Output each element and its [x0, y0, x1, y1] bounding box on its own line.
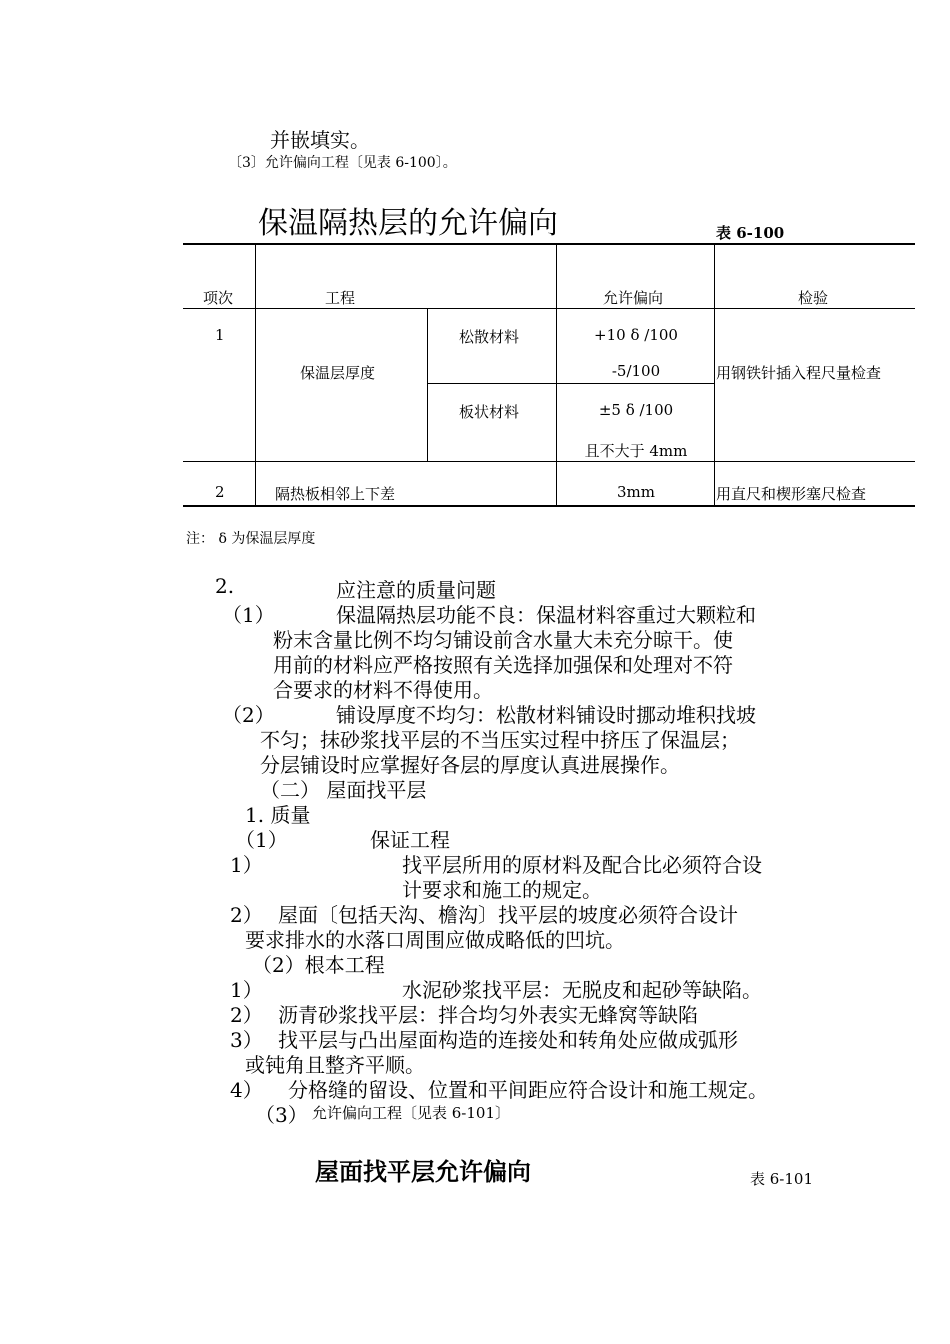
table1-header-no: 项次: [203, 289, 234, 307]
table1-row1-no: 1: [215, 326, 225, 344]
table1-row1-sub2-dev-a: ±5 δ /100: [598, 401, 674, 419]
table1-row2-no: 2: [215, 483, 225, 501]
section2-p2-line1: 铺设厚度不均匀：松散材料铺设时挪动堆积找坡: [336, 703, 756, 727]
intro-line-2: 〔3〕允许偏向工程〔见表 6-100〕。: [228, 155, 457, 171]
b1-text: 水泥砂浆找平层：无脱皮和起砂等缺陷。: [402, 978, 762, 1002]
table1-row2-item: 隔热板相邻上下差: [275, 485, 396, 503]
table1-title: 保温隔热层的允许偏向: [258, 206, 558, 241]
table1-row1-sub2: 板状材料: [459, 403, 520, 421]
g2-line1: 屋面〔包括天沟、檐沟〕找平层的坡度必须符合设计: [278, 903, 738, 927]
section2-p2-line2: 不匀；抹砂浆找平层的不当压实过程中挤压了保温层；: [260, 728, 740, 752]
table2-title: 屋面找平层允许偏向: [315, 1157, 531, 1186]
section2-p1-line2: 粉末含量比例不均匀铺设前含水量大未充分晾干。使: [273, 628, 733, 652]
table1-row1-item: 保温层厚度: [300, 364, 376, 382]
b3-number: 3）: [230, 1028, 263, 1052]
section2-title: 应注意的质量问题: [336, 578, 496, 602]
table1-row2-dev: 3mm: [617, 483, 655, 501]
guarantee-number: （1）: [235, 828, 288, 852]
g1-number: 1）: [230, 853, 263, 877]
g1-line2: 计要求和施工的规定。: [402, 878, 602, 902]
table2-number: 表 6-101: [750, 1170, 814, 1188]
b4-number: 4）: [230, 1078, 263, 1102]
table1-row1-check: 用钢铁针插入程尺量检查: [716, 364, 882, 382]
table1-row1-sub2-dev-b: 且不大于 4mm: [584, 442, 688, 460]
intro-line-1: 并嵌填实。: [270, 128, 370, 152]
g2-line2: 要求排水的水落口周围应做成略低的凹坑。: [245, 928, 625, 952]
basic-title: （2）根本工程: [252, 953, 385, 977]
table1-header-item: 工程: [325, 289, 356, 307]
g2-number: 2）: [230, 903, 263, 927]
table1-row1-sub1: 松散材料: [459, 328, 520, 346]
table1-row1-sub1-dev-b: -5/100: [611, 362, 661, 380]
table1-header-deviation: 允许偏向: [603, 289, 664, 307]
g1-line1: 找平层所用的原材料及配合比必须符合设: [402, 853, 762, 877]
deviation-text: 允许偏向工程〔见表 6-101〕: [312, 1104, 511, 1122]
table1-note: 注： δ 为保温层厚度: [186, 531, 316, 547]
section2-p1-line4: 合要求的材料不得使用。: [273, 678, 493, 702]
b4-text: 分格缝的留设、位置和平间距应符合设计和施工规定。: [288, 1078, 768, 1102]
section2-p1-number: （1）: [222, 603, 275, 627]
table1-row1-sub1-dev-a: +10 δ /100: [594, 326, 678, 344]
b2-text: 沥青砂浆找平层：拌合均匀外表实无蜂窝等缺陷: [278, 1003, 698, 1027]
guarantee-title: 保证工程: [370, 828, 450, 852]
deviation-number: （3）: [255, 1103, 308, 1127]
section-b-title: （二） 屋面找平层: [260, 778, 427, 802]
section2-p2-number: （2）: [222, 703, 275, 727]
section2-p1-line3: 用前的材料应严格按照有关选择加强保和处理对不符: [273, 653, 733, 677]
b3-line1: 找平层与凸出屋面构造的连接处和转角处应做成弧形: [278, 1028, 738, 1052]
table1-number: 表 6-100: [716, 224, 785, 242]
section-b-quality: 1. 质量: [245, 803, 311, 827]
section2-p1-line1: 保温隔热层功能不良：保温材料容重过大颗粒和: [336, 603, 756, 627]
table1-header-check: 检验: [798, 289, 829, 307]
table1-row2-check: 用直尺和楔形塞尺检查: [716, 485, 867, 503]
section2-p2-line3: 分层铺设时应掌握好各层的厚度认真进展操作。: [260, 753, 680, 777]
b1-number: 1）: [230, 978, 263, 1002]
section2-number: 2.: [215, 574, 235, 598]
b2-number: 2）: [230, 1003, 263, 1027]
b3-line2: 或钝角且整齐平顺。: [245, 1053, 425, 1077]
